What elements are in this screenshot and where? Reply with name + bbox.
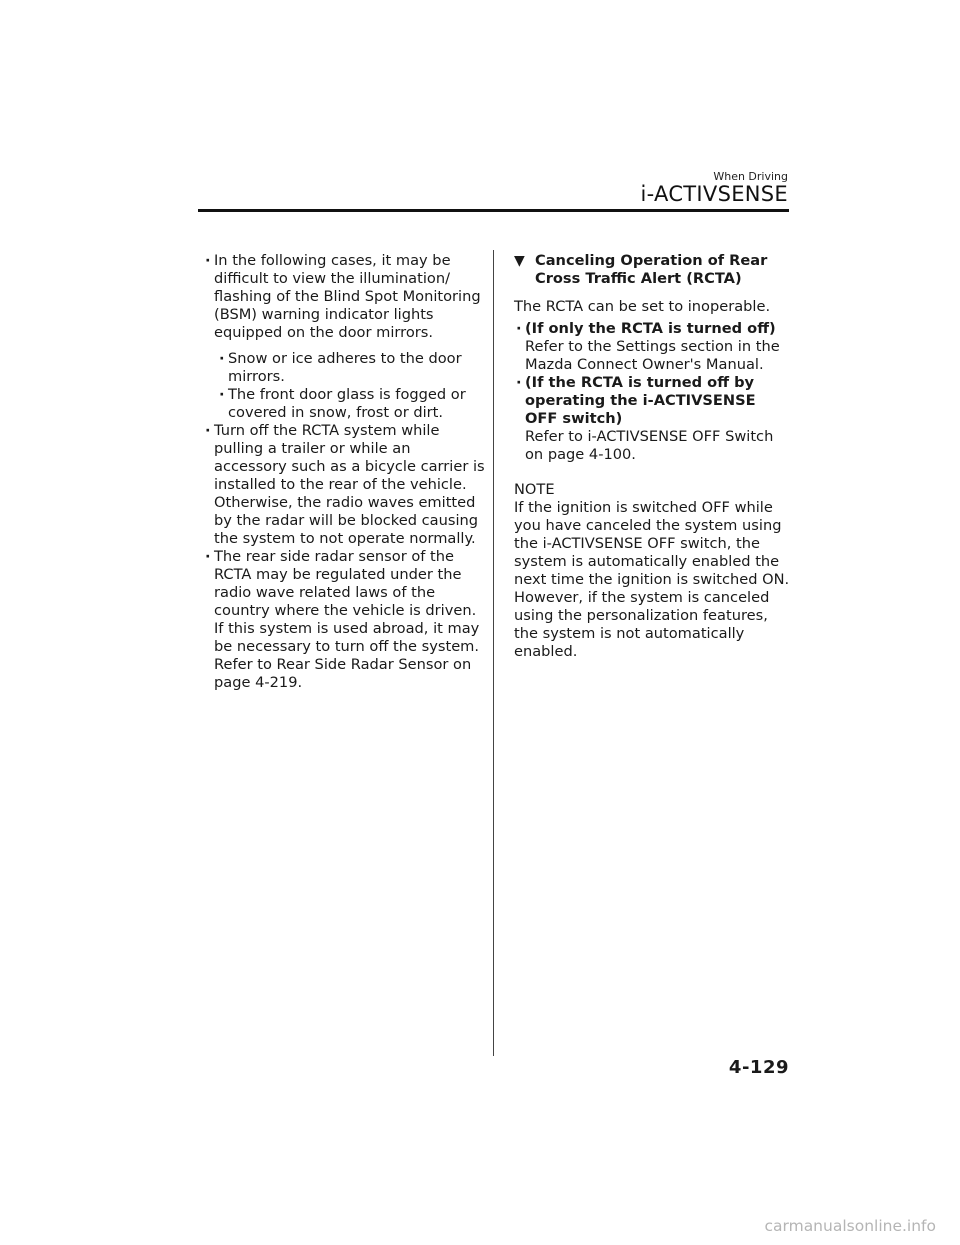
bullet-bsm-visibility: · In the following cases, it may be difficult to view the illumination/ flashing of the Blind Spot Monitoring (BSM) warning indicator lights equipped on the door mirrors. — [203, 252, 485, 342]
triangle-down-icon: ▼ — [514, 253, 525, 269]
header-divider — [198, 209, 789, 212]
watermark: carmanualsonline.info — [764, 1217, 936, 1235]
section-heading — [514, 252, 790, 288]
option-rcta-only — [514, 320, 790, 374]
note-text: If the ignition is switched OFF while you have canceled the system using the i-ACTIVSENSE OFF switch, the system is automatically enabled the next time the ignition is switched ON. However, if the system is canceled using the personalization features, the system is not automatically enabled. — [514, 499, 790, 660]
section-heading-text: Canceling Operation of Rear Cross Traffic Alert (RCTA) — [535, 252, 768, 287]
intro-text: The RCTA can be set to inoperable. — [514, 298, 771, 315]
option-activsense-off — [514, 374, 790, 464]
option-activsense-off-title: · (If the RCTA is turned off by operating the i-ACTIVSENSE OFF switch) — [525, 374, 756, 427]
bullet-radar-regulation: · The rear side radar sensor of the RCTA may be regulated under the radio wave related laws of the country where the vehicle is driven. If this system is used abroad, it may be necessary to turn off the system. Refer to Rear Side Radar Sensor on page 4-219. — [203, 548, 485, 692]
option-activsense-off-text: Refer to i-ACTIVSENSE OFF Switch on page 4-100. — [525, 428, 774, 463]
right-column — [514, 252, 790, 661]
page-title: i-ACTIVSENSE — [640, 182, 788, 206]
section-label: When Driving — [713, 170, 788, 183]
sub-bullet-fogged-glass: · The front door glass is fogged or covered in snow, frost or dirt. — [217, 386, 485, 422]
option-rcta-only-title: · (If only the RCTA is turned off) — [525, 320, 776, 337]
column-divider — [493, 250, 494, 1056]
bullet-trailer: · Turn off the RCTA system while pulling a trailer or while an accessory such as a bicycle carrier is installed to the rear of the vehicle. Otherwise, the radio waves emitted by the radar will be blocked causing the system to not operate normally. — [203, 422, 485, 548]
option-rcta-only-text: Refer to the Settings section in the Mazda Connect Owner's Manual. — [525, 338, 780, 373]
page-number: 4-129 — [728, 1057, 789, 1078]
note-label: NOTE — [514, 481, 555, 498]
sub-bullet-snow: · Snow or ice adheres to the door mirrors. — [217, 350, 485, 386]
left-column — [203, 252, 485, 692]
